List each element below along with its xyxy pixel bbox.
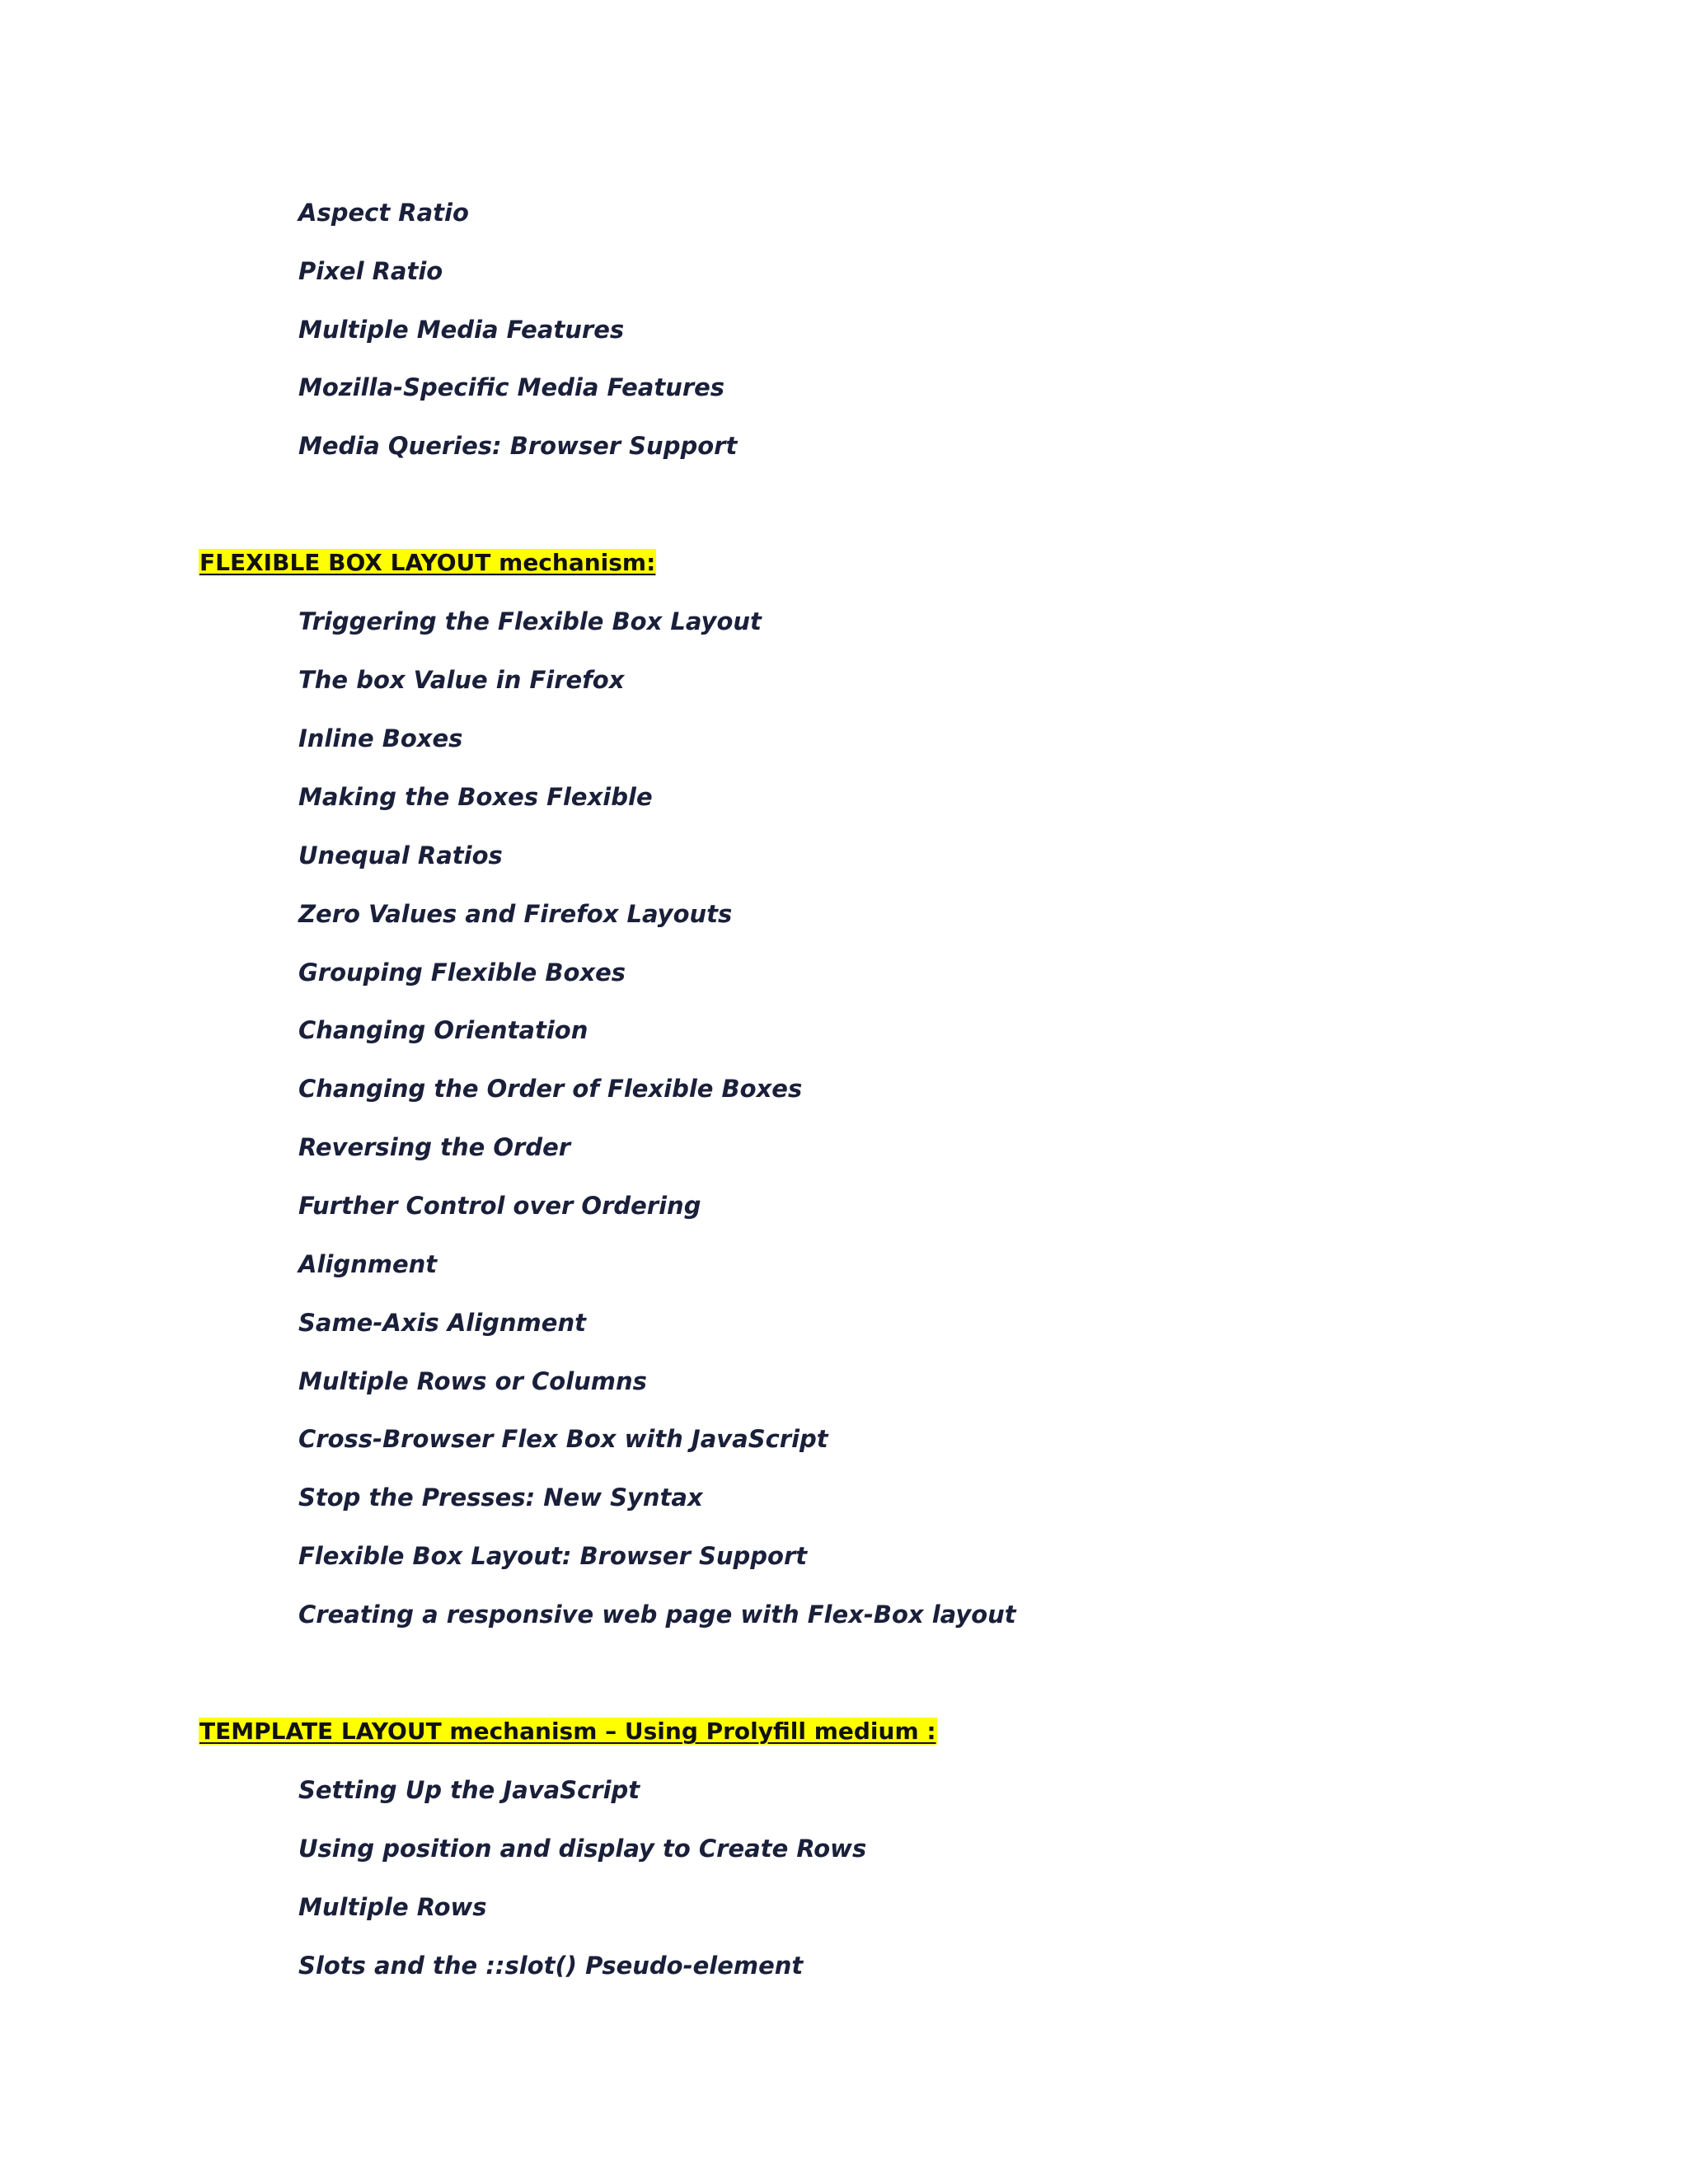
list-item: Alignment (298, 1250, 438, 1278)
section-heading-text: TEMPLATE LAYOUT mechanism – Using Prolyfill medium : (199, 1718, 936, 1745)
list-item: The box Value in Firefox (298, 666, 625, 694)
list-item: Making the Boxes Flexible (298, 783, 653, 811)
section-heading-text: FLEXIBLE BOX LAYOUT mechanism: (199, 549, 656, 576)
list-item: Unequal Ratios (298, 841, 503, 869)
list-item: Slots and the ::slot() Pseudo-element (298, 1952, 804, 1980)
list-item: Changing Orientation (298, 1016, 588, 1044)
list-item: Inline Boxes (298, 724, 463, 752)
section-heading-flexbox (199, 548, 656, 578)
list-item: Using position and display to Create Rows (298, 1835, 867, 1863)
list-item: Same-Axis Alignment (298, 1309, 586, 1337)
list-item: Stop the Presses: New Syntax (298, 1483, 703, 1511)
list-item: Grouping Flexible Boxes (298, 958, 626, 987)
list-item: Aspect Ratio (298, 199, 469, 227)
list-item: Multiple Rows or Columns (298, 1367, 647, 1395)
list-item: Media Queries: Browser Support (298, 432, 738, 460)
list-item: Flexible Box Layout: Browser Support (298, 1542, 808, 1570)
list-item: Mozilla-Specific Media Features (298, 373, 725, 401)
list-item: Reversing the Order (298, 1133, 571, 1161)
list-item: Cross-Browser Flex Box with JavaScript (298, 1425, 828, 1453)
list-item: Multiple Rows (298, 1893, 487, 1921)
list-item: Creating a responsive web page with Flex-Box layout (298, 1601, 1016, 1629)
list-item: Setting Up the JavaScript (298, 1776, 640, 1804)
list-item: Changing the Order of Flexible Boxes (298, 1075, 803, 1103)
list-item: Zero Values and Firefox Layouts (298, 900, 733, 928)
list-item: Further Control over Ordering (298, 1192, 701, 1220)
list-item: Triggering the Flexible Box Layout (298, 607, 762, 635)
list-item: Multiple Media Features (298, 316, 625, 344)
section-heading-template (199, 1717, 937, 1746)
list-item: Pixel Ratio (298, 257, 443, 285)
